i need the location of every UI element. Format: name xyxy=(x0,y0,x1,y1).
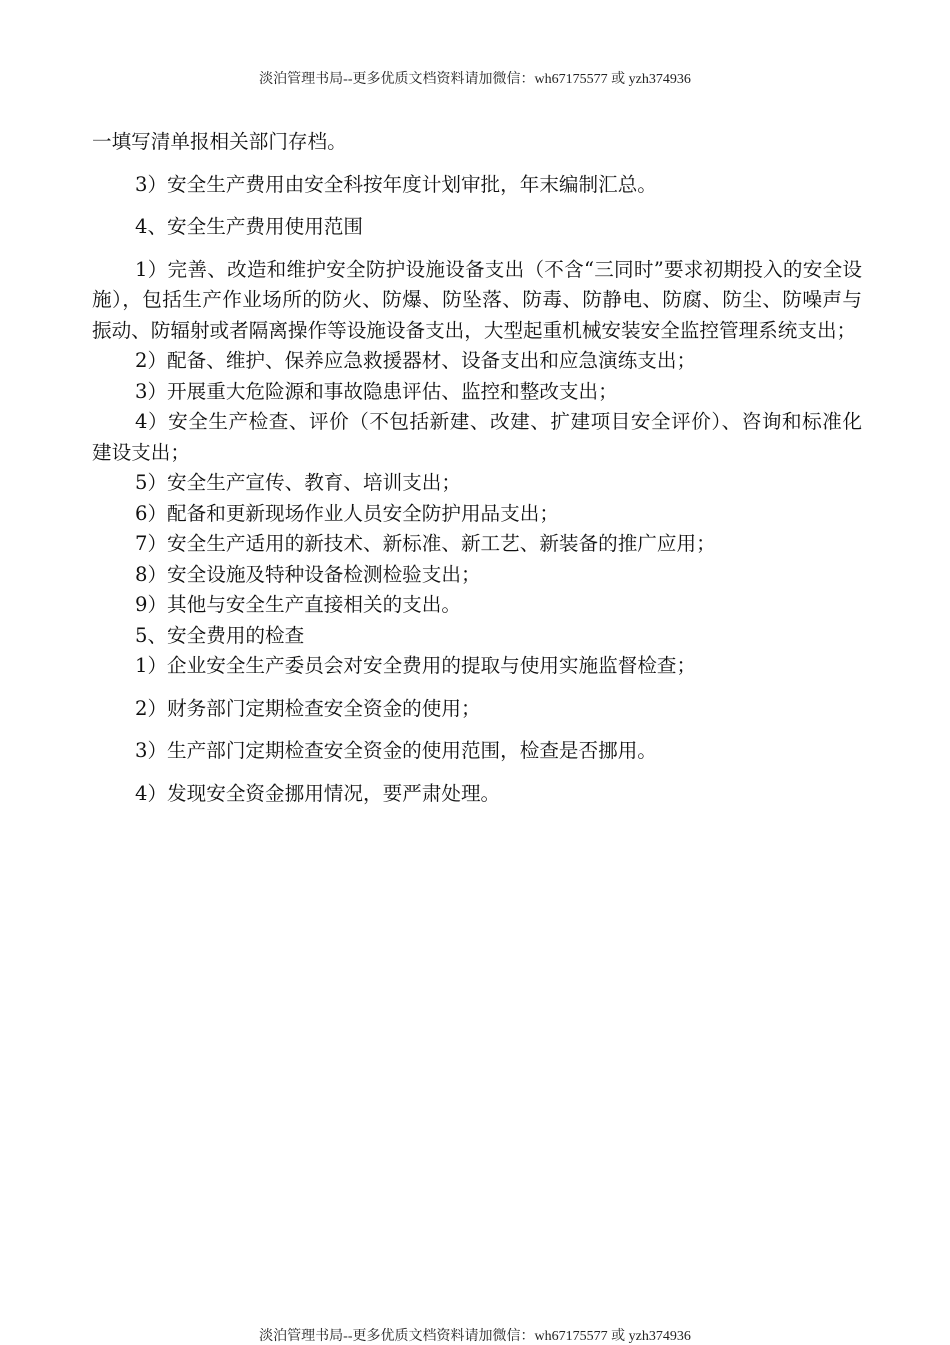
list-item-protective-equipment: 6）配备和更新现场作业人员安全防护用品支出； xyxy=(135,501,559,525)
list-item-testing: 8）安全设施及特种设备检测检验支出； xyxy=(135,562,481,586)
list-item-production-check: 3）生产部门定期检查安全资金的使用范围，检查是否挪用。 xyxy=(135,739,657,762)
list-item-new-technology: 7）安全生产适用的新技术、新标准、新工艺、新装备的推广应用； xyxy=(135,532,716,555)
section-heading-expense-check: 5、安全费用的检查 xyxy=(135,623,305,647)
list-item-finance-check: 2）财务部门定期检查安全资金的使用； xyxy=(135,696,481,720)
list-item-facilities: 1）完善、改造和维护安全防护设施设备支出（不含“三同时”要求初期投入的安全设施），包括生产作业场所的防火、防爆、防坠落、防毒、防静电、防腐、防尘、防噪声与振动、防辐射或者隔离操作等设施设备支出，大型起重机械安装安全监控管理系统支出； xyxy=(92,257,862,342)
list-item-emergency: 2）配备、维护、保养应急救援器材、设备支出和应急演练支出； xyxy=(135,349,697,372)
list-item-other: 9）其他与安全生产直接相关的支出。 xyxy=(135,593,461,616)
list-item-hazard-assessment: 3）开展重大危险源和事故隐患评估、监控和整改支出； xyxy=(135,379,618,403)
page-header: 淡泊管理书局--更多优质文档资料请加微信：wh67175577 或 yzh374936 xyxy=(259,72,691,87)
paragraph-annual-approval: 3）安全生产费用由安全科按年度计划审批，年末编制汇总。 xyxy=(135,172,657,196)
section-heading-usage-scope: 4、安全生产费用使用范围 xyxy=(135,215,363,238)
list-item-committee-supervision: 1）企业安全生产委员会对安全费用的提取与使用实施监督检查； xyxy=(135,654,697,677)
list-item-inspection: 4）安全生产检查、评价（不包括新建、改建、扩建项目安全评价）、咨询和标准化建设支出； xyxy=(92,410,862,464)
page-footer: 淡泊管理书局--更多优质文档资料请加微信：wh67175577 或 yzh374936 xyxy=(259,1329,691,1344)
list-item-training: 5）安全生产宣传、教育、培训支出； xyxy=(135,471,461,494)
list-item-misuse-handling: 4）发现安全资金挪用情况，要严肃处理。 xyxy=(135,781,501,805)
paragraph-continuation: 一填写清单报相关部门存档。 xyxy=(92,130,347,153)
document-body xyxy=(92,127,862,809)
